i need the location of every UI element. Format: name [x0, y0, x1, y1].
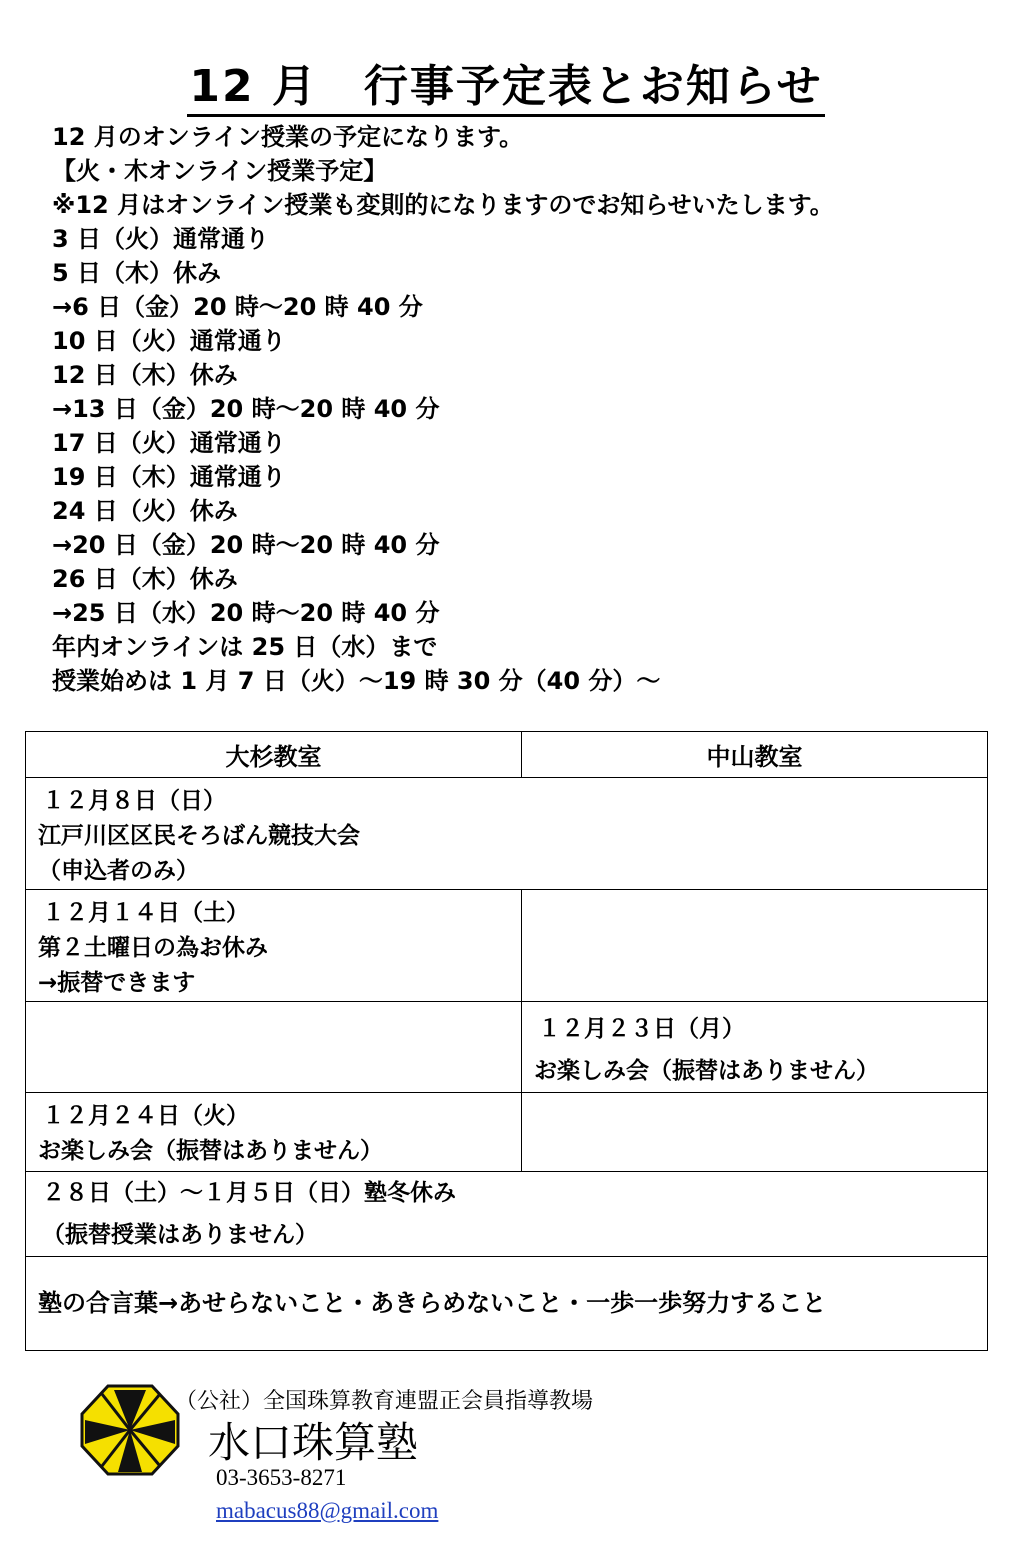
event-dec14-cell: [26, 890, 522, 1002]
notice-line: 24 日（火）休み: [52, 497, 238, 525]
notice-line: →25 日（水）20 時～20 時 40 分: [52, 599, 440, 627]
header-ohsugi-classroom: 大杉教室: [26, 732, 522, 778]
notice-line: 【火・木オンライン授業予定】: [52, 157, 388, 185]
footer: [80, 1380, 780, 1530]
event-dec24-cell: [26, 1093, 522, 1172]
table-row: [26, 778, 988, 890]
notice-line: 3 日（火）通常通り: [52, 225, 270, 253]
notice-line: 26 日（木）休み: [52, 565, 238, 593]
notice-line: 12 月のオンライン授業の予定になります。: [52, 123, 524, 151]
notice-line: 授業始めは 1 月 7 日（火）～19 時 30 分（40 分）～: [52, 667, 661, 695]
event-title: 第２土曜日の為お休み: [38, 935, 268, 961]
table-header-row: [26, 732, 988, 778]
event-title: お楽しみ会（振替はありません）: [534, 1058, 879, 1084]
email-link[interactable]: mabacus88@gmail.com: [216, 1498, 439, 1523]
page-title-text: 12 月 行事予定表とお知らせ: [187, 61, 824, 117]
motto-text: 塾の合言葉→あせらないこと・あきらめないこと・一歩一歩努力すること: [38, 1289, 827, 1317]
table-row: [26, 1093, 988, 1172]
schedule-table: [25, 731, 988, 1351]
empty-cell: [26, 1002, 522, 1093]
school-name: 水口珠算塾: [208, 1418, 419, 1467]
event-dec23-cell: [522, 1002, 988, 1093]
notice-line: 17 日（火）通常通り: [52, 429, 286, 457]
notice-line: 19 日（木）通常通り: [52, 463, 286, 491]
motto-cell: [26, 1257, 988, 1351]
event-dec8-cell: [26, 778, 988, 890]
header-nakayama-classroom: 中山教室: [522, 732, 988, 778]
notice-line: →13 日（金）20 時～20 時 40 分: [52, 395, 440, 423]
yellow-octagon-logo-icon: [80, 1384, 180, 1476]
event-note: （振替授業はありません）: [42, 1222, 318, 1248]
table-row: [26, 1257, 988, 1351]
event-date: １２月１４日（土）: [42, 900, 249, 926]
winter-break-cell: [26, 1172, 988, 1257]
event-date: １２月２３日（月）: [538, 1016, 745, 1042]
event-note: （申込者のみ）: [38, 858, 199, 884]
table-row: [26, 890, 988, 1002]
event-title: 江戸川区区民そろばん競技大会: [38, 823, 360, 849]
event-date: １２月２４日（火）: [42, 1103, 249, 1129]
association-name: （公社）全国珠算教育連盟正会員指導教場: [175, 1389, 594, 1414]
online-class-notice: [52, 120, 992, 698]
empty-cell: [522, 890, 988, 1002]
notice-line: →20 日（金）20 時～20 時 40 分: [52, 531, 440, 559]
notice-line: 12 日（木）休み: [52, 361, 238, 389]
event-date: ２８日（土）～１月５日（日）塾冬休み: [42, 1180, 456, 1206]
empty-cell: [522, 1093, 988, 1172]
event-title: お楽しみ会（振替はありません）: [38, 1138, 383, 1164]
notice-line: 10 日（火）通常通り: [52, 327, 286, 355]
event-date: １２月８日（日）: [42, 788, 226, 814]
phone-number: 03-3653-8271: [216, 1465, 347, 1490]
page-title: [0, 50, 1012, 114]
notice-line: 5 日（木）休み: [52, 259, 222, 287]
table-row: [26, 1002, 988, 1093]
notice-line: 年内オンラインは 25 日（水）まで: [52, 633, 438, 661]
notice-line: ※12 月はオンライン授業も変則的になりますのでお知らせいたします。: [52, 191, 834, 219]
event-note: →振替できます: [38, 970, 196, 996]
notice-line: →6 日（金）20 時～20 時 40 分: [52, 293, 423, 321]
table-row: [26, 1172, 988, 1257]
